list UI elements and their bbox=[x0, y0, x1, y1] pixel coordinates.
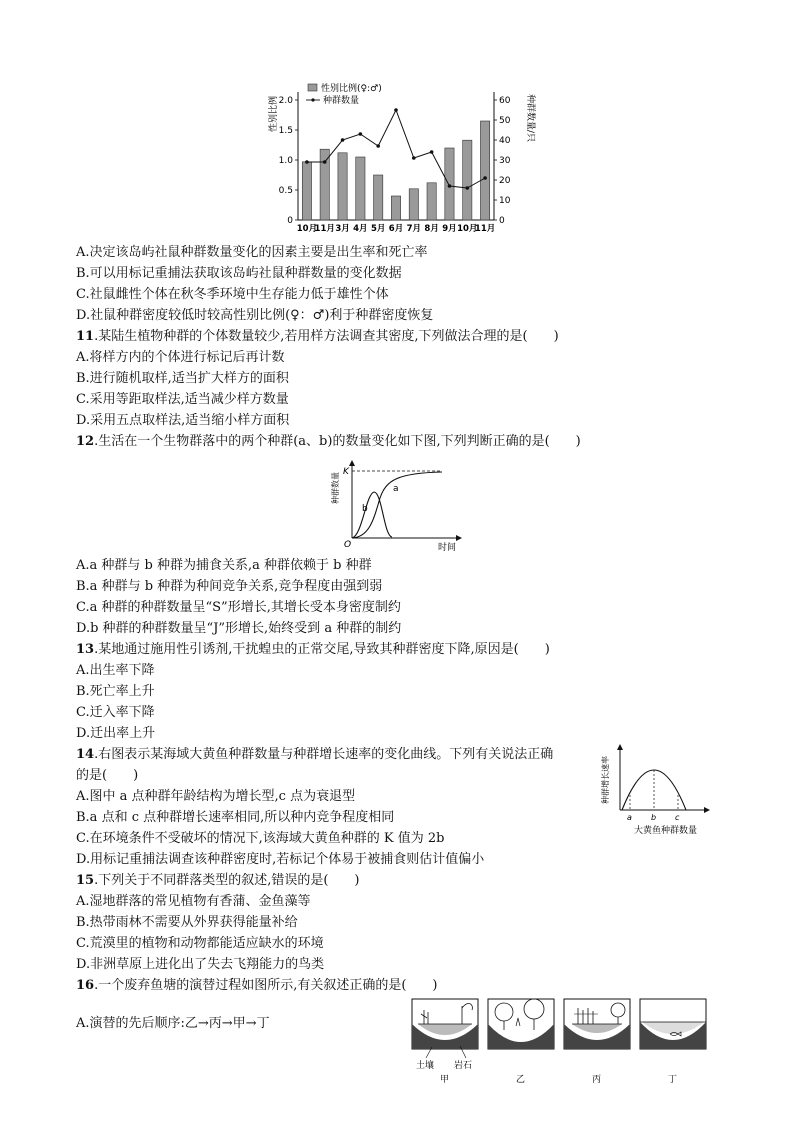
right-tick-label: 50 bbox=[499, 116, 511, 126]
q14-stem-line1: 14.右图表示某海域大黄鱼种群数量与种群增长速率的变化曲线。下列有关说法正确 bbox=[76, 747, 554, 762]
q10-option-b: B.可以用标记重捕法获取该岛屿社鼠种群数量的变化数据 bbox=[76, 266, 402, 281]
q11-option-a: A.将样方内的个体进行标记后再计数 bbox=[76, 350, 285, 365]
x-axis-label: 时间 bbox=[438, 543, 457, 552]
q11-stem: 11.某陆生植物种群的个体数量较少,若用样方法调查其密度,下列做法合理的是( ) bbox=[76, 329, 559, 344]
sex-ratio-bar bbox=[302, 162, 311, 220]
population-point bbox=[412, 156, 416, 160]
q13-stem: 13.某地通过施用性引诱剂,干扰蝗虫的正常交尾,导致其种群密度下降,原因是( ) bbox=[76, 642, 550, 657]
q14-option-b: B.a 点和 c 点种群增长速率相同,所以种内竞争程度相同 bbox=[76, 810, 395, 825]
q14-option-d: D.用标记重捕法调查该种群密度时,若标记个体易于被捕食则估计值偏小 bbox=[76, 852, 485, 867]
left-tick-label: 0 bbox=[287, 216, 293, 226]
population-point bbox=[341, 138, 345, 142]
right-axis-title: 种群数量/只 bbox=[525, 93, 535, 143]
sex-ratio-bar bbox=[338, 153, 347, 220]
sex-ratio-bar bbox=[463, 140, 472, 220]
q15-option-a: A.湿地群落的常见植物有香蒲、金鱼藻等 bbox=[76, 894, 311, 909]
category-label: 8月 bbox=[424, 224, 439, 234]
q14-stem-line2: 的是( ) bbox=[76, 768, 139, 783]
q10-option-d: D.社鼠种群密度较低时较高性别比例(♀：♂)利于种群密度恢复 bbox=[76, 308, 434, 323]
legend-line-label: 种群数量 bbox=[323, 96, 360, 106]
q13-option-c: C.迁入率下降 bbox=[76, 705, 155, 720]
q12-stem: 12.生活在一个生物群落中的两个种群(a、b)的数量变化如下图,下列判断正确的是( ) bbox=[76, 434, 581, 449]
q13-option-d: D.迁出率上升 bbox=[76, 726, 156, 741]
curve-a-label: a bbox=[393, 484, 399, 494]
sex-ratio-bar bbox=[356, 157, 365, 220]
q16-stem: 16.一个废弃鱼塘的演替过程如图所示,有关叙述正确的是( ) bbox=[76, 978, 438, 993]
curve-b bbox=[352, 492, 392, 538]
tick-a: a bbox=[627, 813, 632, 822]
right-tick-label: 30 bbox=[499, 156, 511, 166]
label-soil: 土壤 bbox=[416, 1061, 435, 1071]
q15-option-d: D.非洲草原上进化出了失去飞翔能力的鸟类 bbox=[76, 957, 325, 972]
population-point bbox=[483, 176, 487, 180]
q10-option-a: A.决定该岛屿社鼠种群数量变化的因素主要是出生率和死亡率 bbox=[76, 245, 428, 260]
sex-ratio-bar bbox=[320, 149, 329, 220]
q13-option-a: A.出生率下降 bbox=[76, 663, 155, 678]
q12-option-a: A.a 种群与 b 种群为捕食关系,a 种群依赖于 b 种群 bbox=[76, 558, 372, 573]
q12-option-d: D.b 种群的种群数量呈“J”形增长,始终受到 a 种群的制约 bbox=[76, 621, 402, 636]
category-label: 3月 bbox=[335, 224, 350, 234]
q10-option-c: C.社鼠雌性个体在秋冬季环境中生存能力低于雄性个体 bbox=[76, 287, 389, 302]
y-axis-label: 种群数量 bbox=[331, 472, 340, 504]
left-axis-title: 性别比例 bbox=[269, 95, 279, 133]
right-tick-label: 0 bbox=[499, 216, 505, 226]
right-tick-label: 40 bbox=[499, 136, 511, 146]
population-point bbox=[359, 132, 363, 136]
panel-label-jia: 甲 bbox=[440, 1075, 450, 1085]
population-point bbox=[465, 186, 469, 190]
sex-ratio-bar bbox=[480, 121, 489, 220]
tick-b: b bbox=[651, 813, 657, 822]
population-point bbox=[305, 160, 309, 164]
category-label: 10月 bbox=[296, 224, 318, 234]
category-label: 10月 bbox=[457, 224, 478, 234]
category-label: 5月 bbox=[370, 224, 386, 234]
sex-ratio-bar bbox=[427, 183, 436, 220]
q16-option-a: A.演替的先后顺序:乙→丙→甲→丁 bbox=[76, 1016, 270, 1031]
q11-option-d: D.采用五点取样法,适当缩小样方面积 bbox=[76, 413, 290, 428]
left-tick-label: 2.0 bbox=[278, 96, 293, 106]
tick-c: c bbox=[675, 813, 680, 822]
sex-ratio-bar bbox=[391, 196, 400, 220]
panel-jia bbox=[412, 999, 478, 1058]
left-tick-label: 1.5 bbox=[278, 126, 293, 136]
right-tick-label: 20 bbox=[499, 176, 511, 186]
q14-option-a: A.图中 a 点种群年龄结构为增长型,c 点为衰退型 bbox=[76, 789, 356, 804]
sex-ratio-bar bbox=[445, 148, 454, 220]
q12-competition-chart bbox=[326, 458, 466, 552]
q12-option-c: C.a 种群的种群数量呈“S”形增长,其增长受本身密度制约 bbox=[76, 600, 401, 615]
population-point bbox=[394, 108, 398, 112]
q16-succession-diagram bbox=[408, 996, 714, 1088]
category-label: 7月 bbox=[406, 224, 422, 234]
panel-label-ding: 丁 bbox=[668, 1075, 678, 1085]
sex-ratio-bar bbox=[409, 189, 418, 220]
panel-label-yi: 乙 bbox=[516, 1075, 526, 1085]
label-rock: 岩石 bbox=[454, 1061, 473, 1071]
curve-b-label: b bbox=[362, 504, 368, 514]
population-point bbox=[376, 144, 380, 148]
population-point bbox=[448, 184, 452, 188]
category-label: 6月 bbox=[388, 224, 404, 234]
q15-option-b: B.热带雨林不需要从外界获得能量补给 bbox=[76, 915, 298, 930]
population-point bbox=[323, 160, 327, 164]
q15-option-c: C.荒漠里的植物和动物都能适应缺水的环境 bbox=[76, 936, 324, 951]
origin-label: O bbox=[344, 540, 352, 550]
q11-option-b: B.进行随机取样,适当扩大样方的面积 bbox=[76, 371, 289, 386]
x-axis-label: 大黄鱼种群数量 bbox=[634, 826, 698, 836]
q11-option-c: C.采用等距取样法,适当减少样方数量 bbox=[76, 392, 289, 407]
q12-option-b: B.a 种群与 b 种群为种间竞争关系,竞争程度由强到弱 bbox=[76, 579, 383, 594]
panel-yi bbox=[488, 999, 554, 1049]
category-label: 11月 bbox=[314, 224, 335, 234]
q13-option-b: B.死亡率上升 bbox=[76, 684, 155, 699]
category-label: 11月 bbox=[474, 224, 496, 234]
q14-growth-rate-chart bbox=[598, 742, 712, 838]
y-axis-label: 种群增长速率 bbox=[601, 756, 610, 804]
right-tick-label: 10 bbox=[499, 196, 511, 206]
left-tick-label: 0.5 bbox=[278, 186, 293, 196]
left-tick-label: 1.0 bbox=[278, 156, 293, 166]
q14-option-c: C.在环境条件不受破坏的情况下,该海域大黄鱼种群的 K 值为 2b bbox=[76, 831, 445, 846]
sex-ratio-population-chart bbox=[262, 78, 542, 236]
panel-label-bing: 丙 bbox=[592, 1075, 602, 1085]
panel-bing bbox=[564, 999, 630, 1049]
k-label: K bbox=[343, 467, 349, 477]
sex-ratio-bar bbox=[374, 175, 383, 220]
panel-ding bbox=[640, 999, 706, 1049]
q15-stem: 15.下列关于不同群落类型的叙述,错误的是( ) bbox=[76, 873, 360, 888]
right-tick-label: 60 bbox=[499, 96, 511, 106]
category-label: 4月 bbox=[353, 224, 368, 234]
population-point bbox=[430, 150, 434, 154]
population-line bbox=[307, 110, 485, 188]
category-label: 9月 bbox=[442, 224, 457, 234]
legend-bar-label: 性别比例(♀:♂) bbox=[321, 84, 382, 94]
legend-bar-swatch bbox=[308, 84, 317, 91]
